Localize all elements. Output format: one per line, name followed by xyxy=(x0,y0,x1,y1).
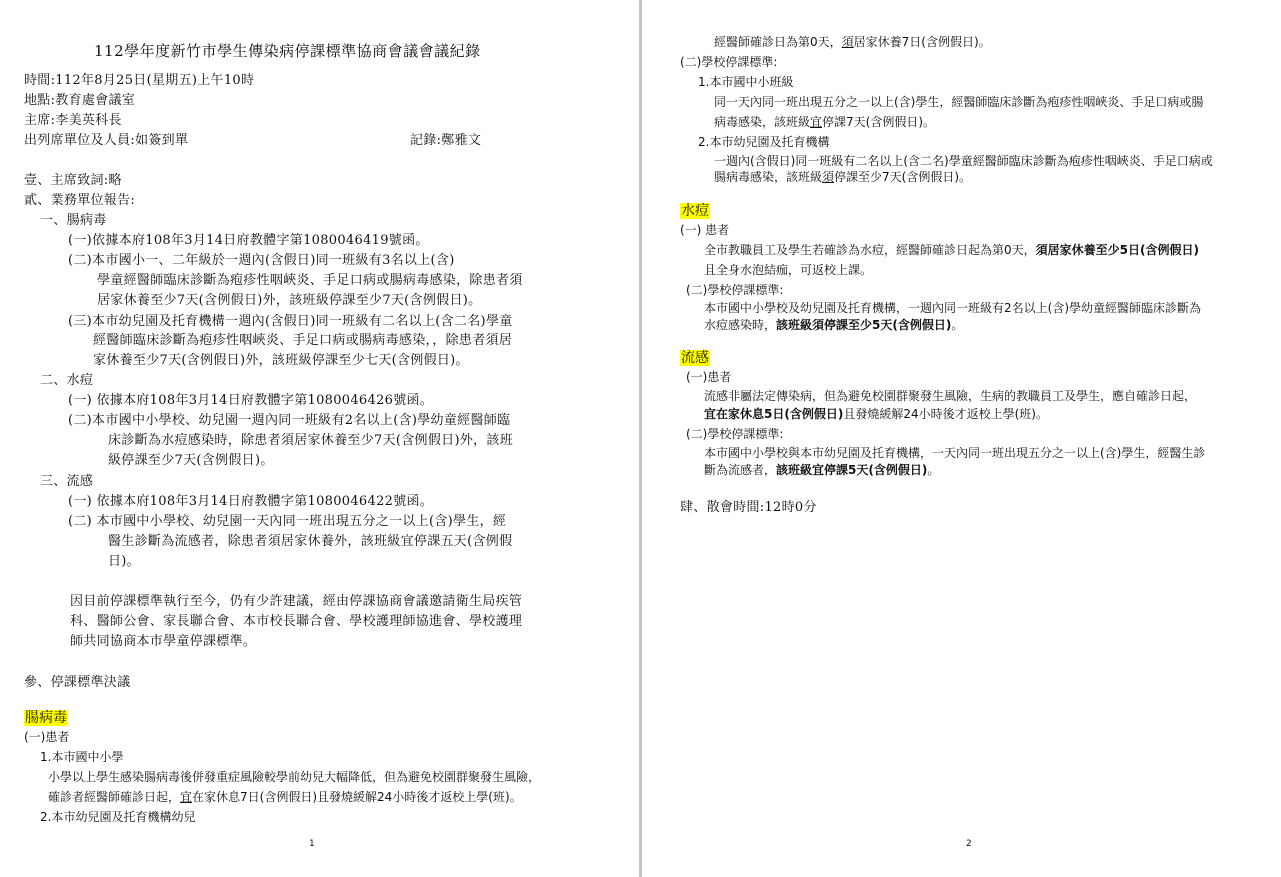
enterovirus-patient-text-1: 小學以上學生感染腸病毒後併發重症風險較學前幼兒大幅降低，但為避免校園群聚發生風險， xyxy=(48,770,541,784)
enterovirus-highlight-heading xyxy=(24,708,68,729)
underlined-word: 宜 xyxy=(810,115,823,129)
influenza-heading: 三、流感 xyxy=(40,474,94,489)
enterovirus-item-1: (一)依據本府108年3月14日府教體字第1080046419號函。 xyxy=(68,233,429,248)
highlight-label: 水痘 xyxy=(681,203,709,219)
enterovirus-patient-text-2 xyxy=(48,787,522,807)
varicella-heading: 二、水痘 xyxy=(40,373,94,388)
enterovirus-item-2-line-2: 學童經醫師臨床診斷為疱疹性咽峽炎、手足口病或腸病毒感染，除患者須 xyxy=(97,273,523,288)
influenza-standard-text-1: 本市國中小學校與本市幼兒園及托育機構，一天內同一班出現五分之一以上(含)學生，經醫生診 xyxy=(704,446,1206,460)
varicella-item-1: (一) 依據本府108年3月14日府教體字第1080046426號函。 xyxy=(68,393,434,408)
underlined-word: 須 xyxy=(841,35,854,49)
section-4-heading: 肆、散會時間:12時0分 xyxy=(680,500,817,515)
paragraph-line-3: 師共同協商本市學童停課標準。 xyxy=(70,634,257,649)
paragraph-line-2: 科、醫師公會、家長聯合會、本市校長聯合會、學校護理師協進會、學校護理 xyxy=(70,614,523,629)
influenza-item-2-line-3: 日)。 xyxy=(108,554,140,569)
text-fragment: 停課7天(含例假日)。 xyxy=(822,115,936,129)
influenza-patient-heading: (一)患者 xyxy=(686,370,732,384)
section-3-heading: 參、停課標準決議 xyxy=(24,675,131,690)
enterovirus-item-2-line-1: (二)本市國小一、二年級於一週內(含假日)同一班級有3名以上(含) xyxy=(68,253,455,268)
highlight-label: 流感 xyxy=(681,350,709,366)
enterovirus-patient-item-2: 2.本市幼兒園及托育機構幼兒 xyxy=(40,810,196,824)
influenza-patient-text-2 xyxy=(704,404,1048,424)
meeting-chair: 主席:李美英科長 xyxy=(24,113,122,128)
document-page-2 xyxy=(642,0,1281,877)
enterovirus-heading: 一、腸病毒 xyxy=(40,213,107,228)
enterovirus-item-3-line-2: 經醫師臨床診斷為疱疹性咽峽炎、手足口病或腸病毒感染，，除患者須居 xyxy=(93,333,513,348)
enterovirus-standard-heading: (二)學校停課標準: xyxy=(680,55,778,69)
varicella-standard-heading: (二)學校停課標準: xyxy=(686,283,784,297)
document-title: 112學年度新竹市學生傳染病停課標準協商會議會議紀錄 xyxy=(94,42,481,60)
text-fragment: 斷為流感者， xyxy=(704,463,777,477)
text-fragment: 腸病毒感染，該班級 xyxy=(714,170,823,184)
meeting-recorder: 記錄:鄭雅文 xyxy=(410,133,482,148)
enterovirus-standard-item-2: 2.本市幼兒園及托育機構 xyxy=(698,135,830,149)
influenza-item-2-line-1: (二) 本市國中小學校、幼兒園一天內同一班出現五分之一以上(含)學生，經 xyxy=(68,514,507,529)
varicella-item-2-line-3: 級停課至少7天(含例假日)。 xyxy=(108,453,274,468)
text-fragment: 。 xyxy=(951,318,964,332)
varicella-item-2-line-1: (二)本市國中小學校、幼兒園一週內同一班級有2名以上(含)學幼童經醫師臨 xyxy=(68,413,511,428)
influenza-patient-text-1: 流感非屬法定傳染病，但為避免校園群聚發生風險，生病的教職員工及學生，應自確診日起， xyxy=(704,389,1197,403)
text-fragment: 全市教職員工及學生若確診為水痘，經醫師確診日起為第0天， xyxy=(704,243,1036,257)
text-fragment: 居家休養7日(含例假日)。 xyxy=(853,35,991,49)
text-fragment: 停課至少7天(含例假日)。 xyxy=(834,170,972,184)
text-fragment: 在家休息7日(含例假日)且發燒緩解24小時後才返校上學(班)。 xyxy=(192,790,522,804)
varicella-item-2-line-2: 床診斷為水痘感染時，除患者須居家休養至少7天(含例假日)外，該班 xyxy=(108,433,514,448)
varicella-standard-text-1: 本市國中小學校及幼兒園及托育機構，一週內同一班級有2名以上(含)學幼童經醫師臨床診斷為 xyxy=(704,301,1202,315)
bold-text: 該班級須停課至少5天(含例假日) xyxy=(776,318,952,332)
text-fragment: 經醫師確診日為第0天， xyxy=(714,35,842,49)
enterovirus-item-3-line-1: (三)本市幼兒園及托育機構一週內(含假日)同一班級有二名以上(含二名)學童 xyxy=(68,314,513,329)
highlight-label: 腸病毒 xyxy=(25,710,67,726)
enterovirus-standard-text-1: 同一天內同一班出現五分之一以上(含)學生，經醫師臨床診斷為疱疹性咽峽炎、手足口病或腸 xyxy=(714,95,1204,109)
paragraph-line-1: 因目前停課標準執行至今，仍有少許建議，經由停課協商會議邀請衛生局疾管 xyxy=(70,594,523,609)
varicella-patient-heading: (一) 患者 xyxy=(680,223,730,237)
meeting-time: 時間:112年8月25日(星期五)上午10時 xyxy=(24,73,255,88)
section-1-heading: 壹、主席致詞:略 xyxy=(24,173,122,188)
continued-text xyxy=(714,32,991,52)
underlined-word: 須 xyxy=(822,170,835,184)
text-fragment: 水痘感染時， xyxy=(704,318,777,332)
meeting-attendees: 出列席單位及人員:如簽到單 xyxy=(24,133,189,148)
page-number: 2 xyxy=(966,839,972,849)
enterovirus-patient-heading: (一)患者 xyxy=(24,730,70,744)
underlined-word: 宜 xyxy=(180,790,193,804)
enterovirus-standard-text-2 xyxy=(714,112,935,132)
influenza-highlight-heading xyxy=(680,348,710,369)
enterovirus-patient-item-1: 1.本市國中小學 xyxy=(40,750,124,764)
influenza-standard-heading: (二)學校停課標準: xyxy=(686,427,784,441)
text-fragment: 確診者經醫師確診日起， xyxy=(48,790,181,804)
text-fragment: 。 xyxy=(927,463,940,477)
enterovirus-standard-text-4 xyxy=(714,167,971,187)
bold-text: 宜在家休息5日(含例假日) xyxy=(704,407,844,421)
varicella-patient-text-2: 且全身水泡結痂，可返校上課。 xyxy=(704,263,873,277)
influenza-item-1: (一) 依據本府108年3月14日府教體字第1080046422號函。 xyxy=(68,494,434,509)
varicella-standard-text-2 xyxy=(704,315,963,335)
document-page-1 xyxy=(0,0,639,877)
enterovirus-item-3-line-3: 家休養至少7天(含例假日)外，該班級停課至少七天(含例假日)。 xyxy=(93,353,469,368)
text-fragment: 且發燒緩解24小時後才返校上學(班)。 xyxy=(843,407,1048,421)
influenza-item-2-line-2: 醫生診斷為流感者，除患者須居家休養外，該班級宜停課五天(含例假 xyxy=(108,534,513,549)
enterovirus-standard-item-1: 1.本市國中小班級 xyxy=(698,75,794,89)
text-fragment: 病毒感染，該班級 xyxy=(714,115,811,129)
bold-text: 須居家休養至少5日(含例假日) xyxy=(1035,243,1199,257)
enterovirus-item-2-line-3: 居家休養至少7天(含例假日)外，該班級停課至少7天(含例假日)。 xyxy=(97,293,482,308)
page-number: 1 xyxy=(309,839,315,849)
section-2-heading: 貳、業務單位報告: xyxy=(24,193,136,208)
varicella-highlight-heading xyxy=(680,201,710,222)
enterovirus-standard-text-3: 一週內(含假日)同一班級有二名以上(含二名)學童經醫師臨床診斷為疱疹性咽峽炎、手足口病或 xyxy=(714,154,1213,168)
meeting-place: 地點:教育處會議室 xyxy=(24,93,136,108)
varicella-patient-text-1 xyxy=(704,240,1199,260)
influenza-standard-text-2 xyxy=(704,460,939,480)
bold-text: 該班級宜停課5天(含例假日) xyxy=(776,463,928,477)
